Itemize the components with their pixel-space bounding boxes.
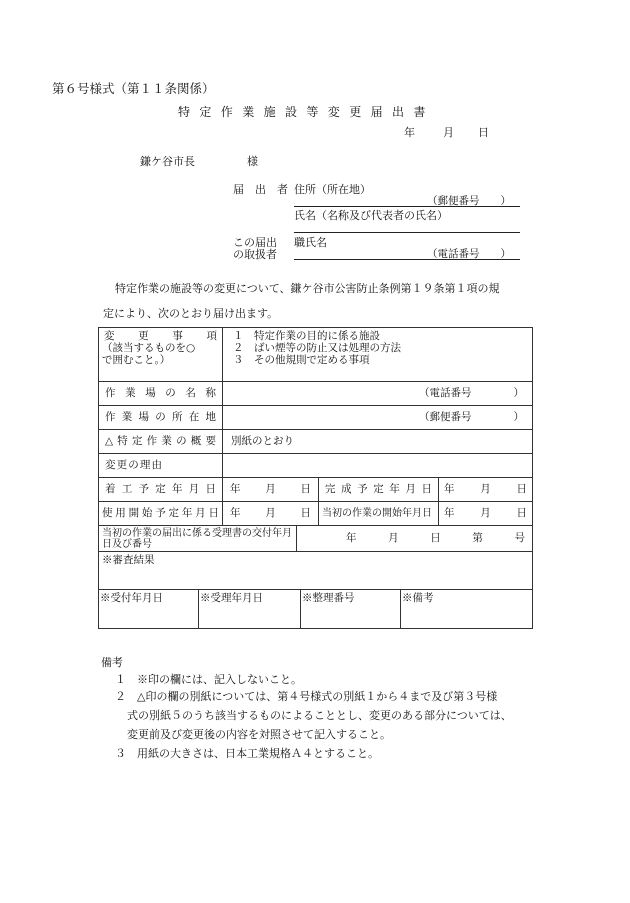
reason-row	[99, 454, 533, 478]
original-start-day: 日	[516, 507, 527, 520]
statement-line-2: 定により、次のとおり届け出ます。	[103, 307, 279, 320]
document-title: 特定作業施設等変更届出書	[178, 105, 435, 119]
original-start-month: 月	[480, 507, 491, 520]
remarks-label: ※備考	[402, 592, 434, 604]
original-start-date-cell	[439, 502, 533, 526]
receipt-value-cell	[297, 526, 533, 552]
statement-line-1: 特定作業の施設等の変更について、鎌ケ谷市公害防止条例第１９条第１項の規	[115, 282, 500, 295]
change-items-label-cell	[99, 328, 223, 382]
schedule-row-2	[99, 502, 533, 526]
review-row	[99, 552, 533, 590]
reference-number-label: ※整理番号	[301, 590, 401, 628]
overview-value: 別紙のとおり	[223, 430, 533, 454]
original-start-year: 年	[444, 507, 455, 520]
original-start-label: 当初の作業の開始年月日	[319, 502, 439, 526]
office-use-row	[99, 590, 533, 629]
completion-year: 年	[444, 483, 455, 496]
reason-value	[223, 454, 533, 478]
use-start-label: 使用開始予定年月日	[99, 502, 223, 526]
receipt-year: 年	[346, 532, 357, 545]
note-1: １ ※印の欄には、記入しないこと。	[115, 673, 302, 686]
receipt-no-suffix: 号	[514, 532, 525, 545]
note-2-cont-1: 式の別紙５のうち該当するものによることとし、変更のある部分については、	[127, 709, 512, 722]
completion-day: 日	[516, 483, 527, 496]
receipt-day: 日	[430, 532, 441, 545]
site-location-row	[99, 406, 533, 430]
change-option-3: ３ その他規則で定める事項	[233, 354, 370, 367]
site-name-row	[99, 382, 533, 406]
note-2: ２ △印の欄の別紙については、第４号様式の別紙１から４まで及び第３号様	[115, 690, 498, 703]
notifier-label: 届 出 者	[233, 183, 288, 196]
handler-label-1: この届出	[233, 236, 277, 249]
date-month: 月	[443, 126, 454, 139]
site-name-phone: （電話番号 ）	[223, 382, 533, 406]
site-location-label: 作業場の所在地	[99, 406, 223, 430]
change-items-row	[99, 328, 533, 382]
change-option-2: ２ ばい煙等の防止又は処理の方法	[233, 342, 401, 355]
receipt-no-prefix: 第	[472, 532, 483, 545]
receipt-row	[99, 526, 533, 552]
date-day: 日	[478, 126, 489, 139]
overview-label: △特定作業の概要	[99, 430, 223, 454]
use-start-date-cell	[223, 502, 319, 526]
change-items-note-2: で囲むこと。）	[102, 354, 171, 367]
start-label: 着工予定年月日	[99, 478, 223, 502]
start-month: 月	[265, 483, 276, 496]
handler-underline	[294, 259, 520, 260]
schedule-row-1	[99, 478, 533, 502]
use-start-day: 日	[300, 507, 311, 520]
form-number: 第６号様式（第１１条関係）	[52, 81, 215, 96]
change-form-table	[98, 327, 533, 629]
start-date-cell	[223, 478, 319, 502]
name-underline	[294, 232, 520, 233]
handler-label-2: の取扱者	[233, 248, 277, 261]
reason-label: 変更の理由	[99, 454, 223, 478]
start-year: 年	[230, 483, 241, 496]
use-start-year: 年	[230, 507, 241, 520]
change-options-cell	[223, 328, 533, 382]
postal-label: （郵便番号 ）	[427, 195, 511, 207]
accepted-date-label: ※受理年月日	[199, 590, 301, 628]
office-use-cell	[99, 590, 533, 629]
site-name-label: 作業場の名称	[99, 382, 223, 406]
overview-row	[99, 430, 533, 454]
handler-phone-label: （電話番号 ）	[427, 248, 511, 260]
position-name-label: 職氏名	[294, 236, 327, 249]
completion-month: 月	[480, 483, 491, 496]
address-label: 住所（所在地）	[294, 183, 371, 196]
honorific: 様	[247, 155, 258, 168]
name-label: 氏名（名称及び代表者の氏名）	[294, 209, 448, 222]
change-items-label: 変 更 事 項	[104, 330, 217, 342]
notes-heading: 備考	[101, 656, 123, 669]
use-start-month: 月	[265, 507, 276, 520]
note-3: ３ 用紙の大きさは、日本工業規格Ａ４とすること。	[115, 747, 379, 760]
change-items-note-1: （該当するものを○	[102, 342, 196, 355]
change-option-1: １ 特定作業の目的に係る施設	[233, 330, 380, 342]
receipt-month: 月	[388, 532, 399, 545]
note-2-cont-2: 変更前及び変更後の内容を対照させて記入すること。	[127, 728, 391, 741]
review-result: ※審査結果	[99, 552, 533, 590]
start-day: 日	[300, 483, 311, 496]
site-location-postal: （郵便番号 ）	[223, 406, 533, 430]
completion-date-cell	[439, 478, 533, 502]
received-date-label: ※受付年月日	[99, 590, 199, 628]
date-year: 年	[404, 126, 415, 139]
receipt-label: 当初の作業の届出に係る受理書の交付年月日及び番号	[99, 526, 297, 552]
completion-label: 完成予定年月日	[319, 478, 439, 502]
addressee: 鎌ケ谷市長	[140, 155, 195, 168]
